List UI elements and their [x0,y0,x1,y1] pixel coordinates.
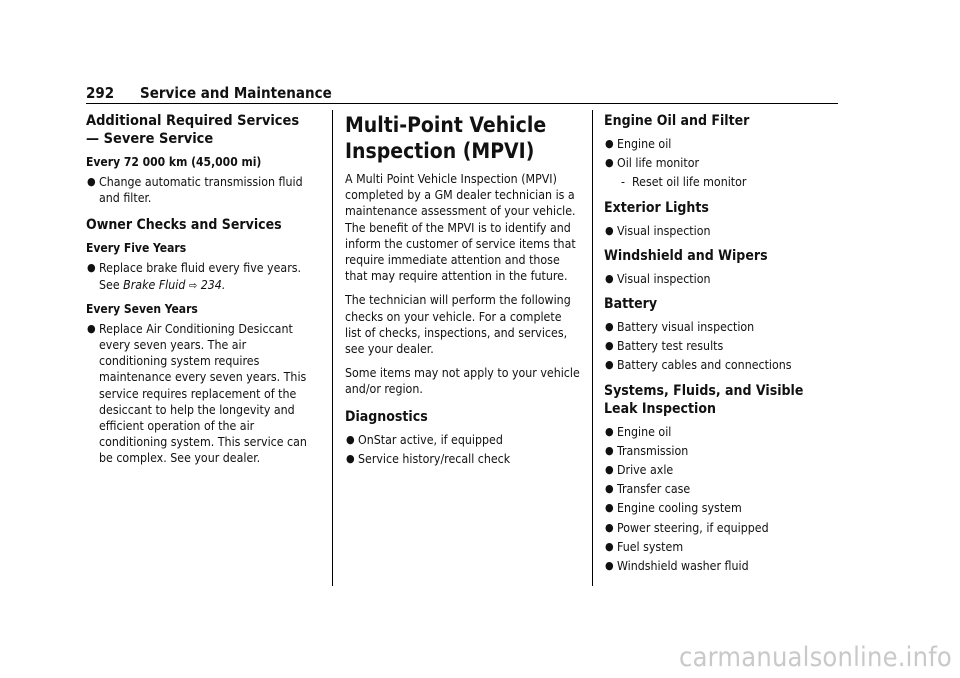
list-item: ● Transmission [605,443,689,458]
list-item: ● Engine oil [605,424,672,439]
list-item: ● Change automatic transmission fluid and filter. [87,175,303,206]
bullet-icon: ● [605,424,614,438]
bullet-icon: ● [605,223,614,237]
column-left [86,112,316,474]
list-item: ● Replace Air Conditioning Desiccant every seven years. The air conditioning system requires maintenance every seven years. This service requires replacement of the desiccant to help the longevity and efficient operation of the air conditioning system. This service can be complex. See your dealer. [87,321,307,466]
heading-windshield: Windshield and Wipers [604,247,768,264]
list-exterior-lights [604,223,840,239]
bullet-icon: ● [605,320,614,334]
paragraph-region: Some items may not apply to your vehicle and/or region. [345,366,580,397]
heading-owner-checks: Owner Checks and Services [86,217,282,234]
page-number: 292 [86,84,115,102]
column-divider-2 [592,110,593,586]
subheading-seven-years: Every Seven Years [86,301,198,316]
bullet-icon: ● [87,261,96,275]
bullet-icon: ● [605,137,614,150]
list-item: ● Engine cooling system [605,501,742,516]
list-item: ● Power steering, if equipped [605,520,769,535]
list-item: ● Battery test results [605,339,724,354]
list-engine-oil [604,136,840,171]
list-systems-fluids [604,424,840,575]
subheading-72000: Every 72 000 km (45,000 mi) [86,155,262,169]
heading-mpvi: Multi-Point Vehicle Inspection (MPVI) [345,113,547,163]
list-five-years [86,260,316,293]
bullet-icon: ● [605,443,614,457]
brake-fluid-page[interactable]: 234 [200,277,222,292]
list-item: ● Visual inspection [605,223,711,238]
paragraph-technician: The technician will perform the following checks on your vehicle. For a complete list of checks, inspections, and services, see your dealer. [345,293,571,357]
section-title: Service and Maintenance [140,84,332,102]
bullet-icon: ● [346,432,355,446]
column-divider-1 [332,110,333,586]
list-additional-services [86,174,316,206]
heading-additional-services: Additional Required Services — Severe Service [86,113,300,147]
list-item: ● Battery visual inspection [605,320,755,335]
bullet-icon: ● [346,451,355,465]
subheading-five-years: Every Five Years [86,241,187,256]
bullet-icon: ● [605,482,614,496]
bullet-icon: ● [605,156,614,170]
bullet-icon: ● [87,175,96,188]
heading-exterior-lights: Exterior Lights [604,199,709,216]
bullet-icon: ● [87,321,96,335]
list-windshield [604,271,840,287]
heading-engine-oil: Engine Oil and Filter [604,113,750,129]
bullet-icon: ● [605,271,614,285]
bullet-icon: ● [605,559,614,573]
bullet-icon: ● [605,339,614,353]
watermark: carmanualsonline.info [679,642,952,673]
list-item: ● Fuel system [605,539,684,554]
heading-battery: Battery [604,296,658,313]
xref-arrow-icon: ⇨ [188,278,198,292]
paragraph-mpvi-intro: A Multi Point Vehicle Inspection (MPVI) completed by a GM dealer technician is a maintenance assessment of your vehicle. The benefit of the MPVI is to identify and inform the customer of service items that require immediate attention and those that may require attention in the future. [345,172,576,284]
brake-fluid-link[interactable]: Brake Fluid [123,277,186,292]
list-item: ● Oil life monitor [605,156,700,171]
sub-item-reset-oil: - Reset oil life monitor [621,175,747,190]
list-item: ● Drive axle [605,463,674,478]
page-header [86,84,838,104]
bullet-icon: ● [605,358,614,372]
list-item: ● OnStar active, if equipped [346,432,503,447]
bullet-icon: ● [605,520,614,534]
list-seven-years [86,321,316,467]
list-battery [604,319,840,374]
column-middle [345,112,581,474]
bullet-icon: ● [605,539,614,553]
column-right [604,112,840,581]
dash-icon: - [621,175,625,190]
list-diagnostics [345,432,581,467]
heading-diagnostics: Diagnostics [345,408,428,425]
bullet-icon: ● [605,501,614,515]
list-item: ● Windshield washer fluid [605,559,749,574]
list-item: ● Engine oil [605,137,672,151]
list-item: ● Service history/recall check [346,451,511,466]
list-item: ● Transfer case [605,482,691,497]
list-item: ● Battery cables and connections [605,358,792,373]
header-rule [86,103,838,104]
heading-systems-fluids: Systems, Fluids, and Visible Leak Inspection [604,382,804,417]
bullet-icon: ● [605,463,614,477]
list-item: ● Visual inspection [605,271,711,286]
list-item: ● Replace brake fluid every five years. See Brake Fluid ⇨ 234. [87,261,302,292]
